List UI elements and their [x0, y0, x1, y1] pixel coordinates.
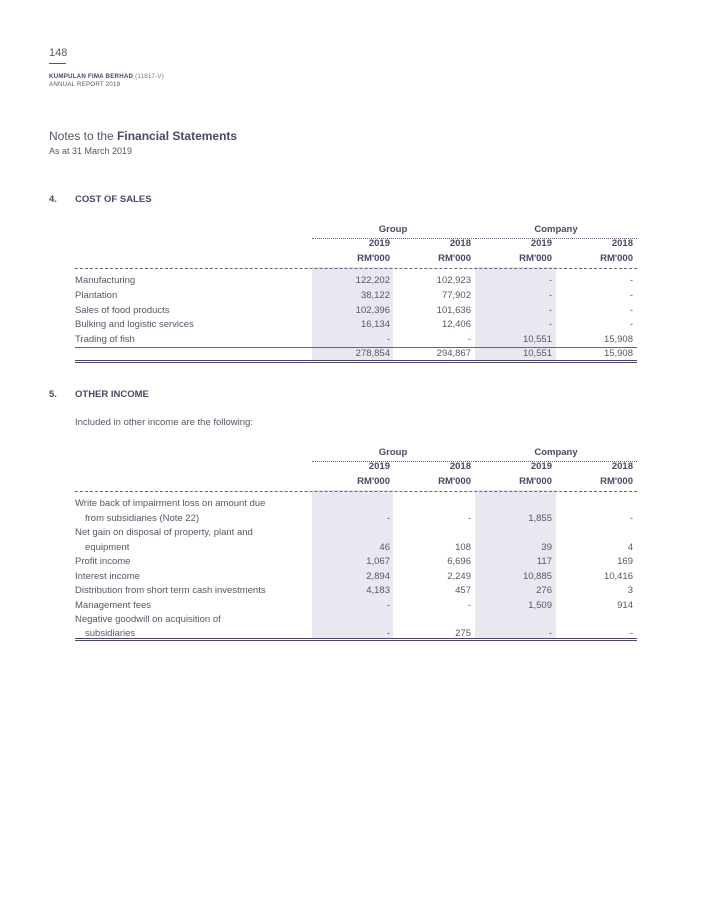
row-label: Sales of food products	[75, 304, 170, 316]
table-cell: 10,551	[522, 334, 552, 346]
page-title-light: Notes to the	[49, 129, 118, 143]
table-cell: 38,122	[360, 289, 390, 301]
table-row	[75, 526, 637, 541]
table-cell: -	[548, 304, 552, 316]
table-cell: 3	[627, 585, 633, 596]
company-heading: Company	[534, 224, 578, 235]
table-cell: 1,855	[528, 512, 552, 524]
company-name	[49, 73, 164, 80]
unit-header: RM'000	[438, 476, 471, 487]
table-cell: 101,636	[436, 304, 471, 316]
company-registration: (11817-V)	[135, 73, 164, 80]
table-cell: -	[386, 512, 390, 524]
company-heading: Company	[534, 447, 578, 458]
row-label: Interest income	[75, 570, 140, 582]
row-label: Negative goodwill on acquisition of	[75, 614, 221, 625]
section-5-intro: Included in other income are the following:	[75, 417, 253, 428]
header-separator	[75, 491, 637, 492]
row-label: Manufacturing	[75, 275, 136, 286]
table-row	[75, 555, 637, 570]
table-cell: 39	[541, 541, 552, 553]
table-cell: -	[548, 319, 552, 331]
table-row-continued	[75, 541, 637, 556]
page-subtitle: As at 31 March 2019	[49, 146, 133, 156]
year-header: 2018	[449, 238, 471, 249]
unit-header: RM'000	[357, 476, 390, 487]
table-cell: 1,509	[528, 599, 552, 611]
row-label-continued: subsidiaries	[85, 627, 136, 639]
table-cell: 77,902	[441, 289, 471, 301]
row-label: Plantation	[75, 289, 118, 301]
year-header: 2019	[368, 461, 390, 472]
unit-header-row	[75, 252, 637, 267]
table-cell: 457	[455, 585, 471, 596]
page-number-rule	[49, 63, 66, 64]
table-cell: 16,134	[360, 319, 390, 331]
total-double-rule	[75, 360, 637, 363]
total-double-rule	[75, 638, 637, 641]
table-cell: -	[467, 334, 471, 346]
year-header: 2019	[530, 238, 552, 249]
section-4-number: 4.	[49, 194, 57, 205]
table-cell: -	[467, 599, 471, 611]
table-cell: 275	[455, 627, 471, 639]
table-cell: 10,885	[522, 570, 552, 582]
table-cell: -	[467, 512, 471, 524]
table-cell: 2,894	[366, 570, 390, 582]
table-row	[75, 599, 637, 614]
year-header-row	[75, 237, 637, 252]
unit-header: RM'000	[600, 253, 633, 264]
table-row	[75, 333, 637, 348]
total-cell: 15,908	[603, 348, 633, 359]
table-cell: 914	[617, 599, 633, 611]
section-5-number: 5.	[49, 389, 57, 400]
cost-of-sales-table	[75, 222, 637, 364]
year-header: 2018	[611, 461, 633, 472]
table-cell: 10,416	[603, 570, 633, 582]
total-cell: 278,854	[355, 348, 390, 359]
table-cell: -	[629, 275, 633, 286]
year-header: 2019	[530, 461, 552, 472]
table-cell: 169	[617, 556, 633, 567]
table-row-continued	[75, 512, 637, 527]
row-label-continued: equipment	[85, 541, 130, 553]
unit-header: RM'000	[600, 476, 633, 487]
unit-header: RM'000	[438, 253, 471, 264]
table-cell: 4,183	[366, 585, 390, 596]
row-label: Write back of impairment loss on amount due	[75, 498, 266, 509]
table-cell: 122,202	[355, 275, 390, 286]
year-header: 2018	[449, 461, 471, 472]
unit-header: RM'000	[519, 253, 552, 264]
table-cell: -	[386, 627, 390, 639]
table-cell: 1,067	[366, 556, 390, 567]
table-cell: -	[386, 599, 390, 611]
row-label: Distribution from short term cash investments	[75, 585, 266, 596]
table-cell: -	[629, 319, 633, 331]
page-title	[49, 129, 237, 143]
table-cell: 117	[536, 556, 552, 567]
year-header: 2018	[611, 238, 633, 249]
page-title-bold: Financial Statements	[117, 129, 238, 143]
table-cell: 12,406	[441, 319, 471, 331]
table-cell: -	[548, 275, 552, 286]
total-cell: 10,551	[522, 348, 552, 359]
table-row	[75, 584, 637, 599]
table-cell: -	[386, 334, 390, 346]
table-row	[75, 497, 637, 512]
table-cell: 6,696	[447, 556, 471, 567]
table-row	[75, 289, 637, 304]
report-name: ANNUAL REPORT 2019	[49, 81, 121, 88]
section-5-title: OTHER INCOME	[75, 389, 149, 400]
page-number: 148	[49, 47, 68, 59]
table-cell: 108	[455, 541, 471, 553]
table-row	[75, 304, 637, 319]
table-cell: -	[629, 289, 633, 301]
table-cell: -	[548, 627, 552, 639]
table-row	[75, 570, 637, 585]
table-cell: 2,249	[447, 570, 471, 582]
table-cell: 15,908	[603, 334, 633, 346]
unit-header: RM'000	[357, 253, 390, 264]
row-label: Trading of fish	[75, 334, 135, 346]
header-separator	[75, 268, 637, 269]
unit-header-row	[75, 475, 637, 490]
table-cell: 276	[536, 585, 552, 596]
table-cell: -	[548, 289, 552, 301]
table-cell: -	[629, 512, 633, 524]
table-row	[75, 318, 637, 333]
table-cell: 102,923	[436, 275, 471, 286]
row-label-continued: from subsidiaries (Note 22)	[85, 512, 200, 524]
group-heading: Group	[378, 224, 408, 235]
table-cell: -	[629, 304, 633, 316]
table-row	[75, 274, 637, 289]
row-label: Management fees	[75, 599, 152, 611]
group-heading: Group	[378, 447, 408, 458]
year-header: 2019	[368, 238, 390, 249]
row-label: Bulking and logistic services	[75, 319, 194, 331]
other-income-table	[75, 445, 637, 641]
year-header-row	[75, 460, 637, 475]
unit-header: RM'000	[519, 476, 552, 487]
total-cell: 294,867	[436, 348, 471, 359]
row-label: Net gain on disposal of property, plant and	[75, 527, 253, 538]
company-name-text: KUMPULAN FIMA BERHAD	[49, 73, 134, 80]
table-cell: 46	[379, 541, 390, 553]
table-cell: 102,396	[355, 304, 390, 316]
section-4-title: COST OF SALES	[75, 194, 152, 205]
table-cell: 4	[627, 541, 633, 553]
table-cell: -	[629, 627, 633, 639]
row-label: Profit income	[75, 556, 131, 567]
